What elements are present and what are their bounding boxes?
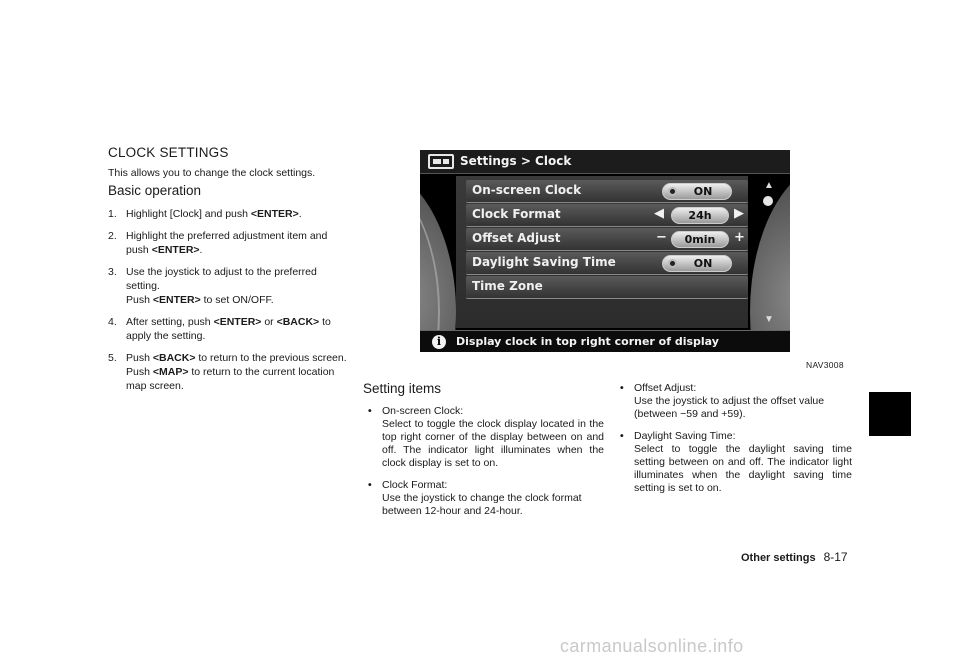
row-label: Clock Format	[472, 207, 561, 221]
clock-settings-screen	[420, 150, 790, 352]
row-time-zone[interactable]	[466, 276, 748, 299]
on-screen-clock-toggle[interactable]	[662, 183, 732, 200]
footer-section: Other settings	[741, 552, 816, 564]
step-number: 1.	[108, 208, 117, 220]
row-label: Offset Adjust	[472, 231, 561, 245]
bullet-clock-format	[368, 479, 604, 518]
step-2	[108, 229, 348, 257]
step-text: Highlight [Clock] and push	[126, 208, 251, 220]
bullet-offset-adjust	[620, 382, 852, 421]
item-desc: Select to toggle the clock display located in the top right corner of the display between on and off. The indicator light illuminates when the clock display is set to on.	[382, 418, 604, 469]
item-name: Daylight Saving Time:	[634, 430, 736, 442]
back-key: <BACK>	[276, 316, 320, 328]
enter-key: <ENTER>	[250, 208, 299, 220]
row-label: Time Zone	[472, 279, 543, 293]
arrow-left-icon[interactable]: ◀	[654, 206, 664, 221]
step-number: 2.	[108, 230, 117, 242]
item-desc: Use the joystick to adjust the offset value (between −59 and +59).	[634, 395, 825, 420]
step-text: Use the joystick to adjust to the preferred setting.	[126, 266, 317, 292]
back-key: <BACK>	[152, 352, 196, 364]
item-name: Offset Adjust:	[634, 382, 697, 394]
offset-value-text: 0min	[684, 233, 716, 246]
step-5	[108, 351, 348, 393]
toggle-value: ON	[693, 257, 713, 270]
info-text: Display clock in top right corner of display	[456, 335, 719, 348]
step-tail: to apply the setting.	[126, 316, 331, 342]
step-number: 4.	[108, 316, 117, 328]
item-desc: Use the joystick to change the clock format between 12-hour and 24-hour.	[382, 492, 582, 517]
scroll-down-icon[interactable]: ▼	[764, 314, 774, 325]
enter-key: <ENTER>	[152, 294, 201, 306]
offset-value	[671, 231, 729, 248]
clock-format-value	[671, 207, 729, 224]
page-footer	[741, 550, 848, 564]
row-clock-format[interactable]	[466, 204, 748, 227]
step-number: 3.	[108, 266, 117, 278]
enter-key: <ENTER>	[151, 244, 200, 256]
page-number: 8-17	[823, 550, 848, 564]
row-on-screen-clock[interactable]	[466, 180, 748, 203]
daylight-saving-toggle[interactable]	[662, 255, 732, 272]
minus-icon[interactable]: −	[656, 230, 667, 245]
row-offset-adjust[interactable]	[466, 228, 748, 251]
item-desc: Select to toggle the daylight saving time setting between on and off. The indicator light illuminates when the daylight saving time setting is set to on.	[634, 443, 852, 494]
enter-key: <ENTER>	[213, 316, 262, 328]
step-tail: to set ON/OFF.	[200, 294, 274, 306]
item-name: Clock Format:	[382, 479, 448, 491]
bullet-on-screen-clock	[368, 405, 604, 470]
step-4	[108, 315, 348, 343]
step-number: 5.	[108, 352, 117, 364]
subhead-basic-operation: Basic operation	[108, 183, 202, 198]
settings-icon	[428, 154, 454, 169]
map-key: <MAP>	[152, 366, 189, 378]
bullet-icon: •	[620, 430, 624, 442]
row-daylight-saving-time[interactable]	[466, 252, 748, 275]
settings-list	[456, 176, 748, 328]
step-text: or	[261, 316, 277, 328]
setting-items-column-1	[368, 405, 604, 527]
setting-items-column-2	[620, 382, 852, 504]
step-tail: .	[199, 244, 203, 256]
steps-list	[108, 207, 348, 401]
step-text: Push	[126, 294, 153, 306]
toggle-value: ON	[693, 185, 713, 198]
step-text: After setting, push	[126, 316, 214, 328]
figure-code: NAV3008	[806, 360, 844, 370]
chapter-edge-tab	[869, 392, 911, 436]
intro-text: This allows you to change the clock settings.	[108, 167, 316, 179]
bullet-daylight-saving-time	[620, 430, 852, 495]
screen-info-bar	[420, 330, 790, 352]
plus-icon[interactable]: +	[734, 230, 745, 245]
bullet-icon: •	[620, 382, 624, 394]
screen-title-bar	[420, 150, 790, 174]
bullet-icon: •	[368, 405, 372, 417]
item-name: On-screen Clock:	[382, 405, 464, 417]
arrow-right-icon[interactable]: ▶	[734, 206, 744, 221]
row-label: Daylight Saving Time	[472, 255, 616, 269]
step-text: Push	[126, 352, 153, 364]
watermark: carmanualsonline.info	[560, 636, 744, 656]
step-text: Highlight the preferred adjustment item and push	[126, 230, 328, 256]
format-value: 24h	[688, 209, 712, 222]
bullet-icon: •	[368, 479, 372, 491]
step-tail: .	[298, 208, 302, 220]
step-tail: to return to the current location map screen.	[126, 366, 335, 392]
step-3	[108, 265, 348, 307]
screen-title: Settings > Clock	[460, 154, 572, 168]
scroll-up-icon[interactable]: ▲	[764, 180, 774, 191]
scroll-knob[interactable]	[763, 196, 773, 206]
setting-items-title: Setting items	[363, 381, 442, 396]
info-icon: i	[432, 335, 446, 349]
step-1	[108, 207, 348, 221]
step-text: to return to the previous screen. Push	[126, 352, 347, 378]
section-title: CLOCK SETTINGS	[108, 145, 229, 160]
row-label: On-screen Clock	[472, 183, 582, 197]
